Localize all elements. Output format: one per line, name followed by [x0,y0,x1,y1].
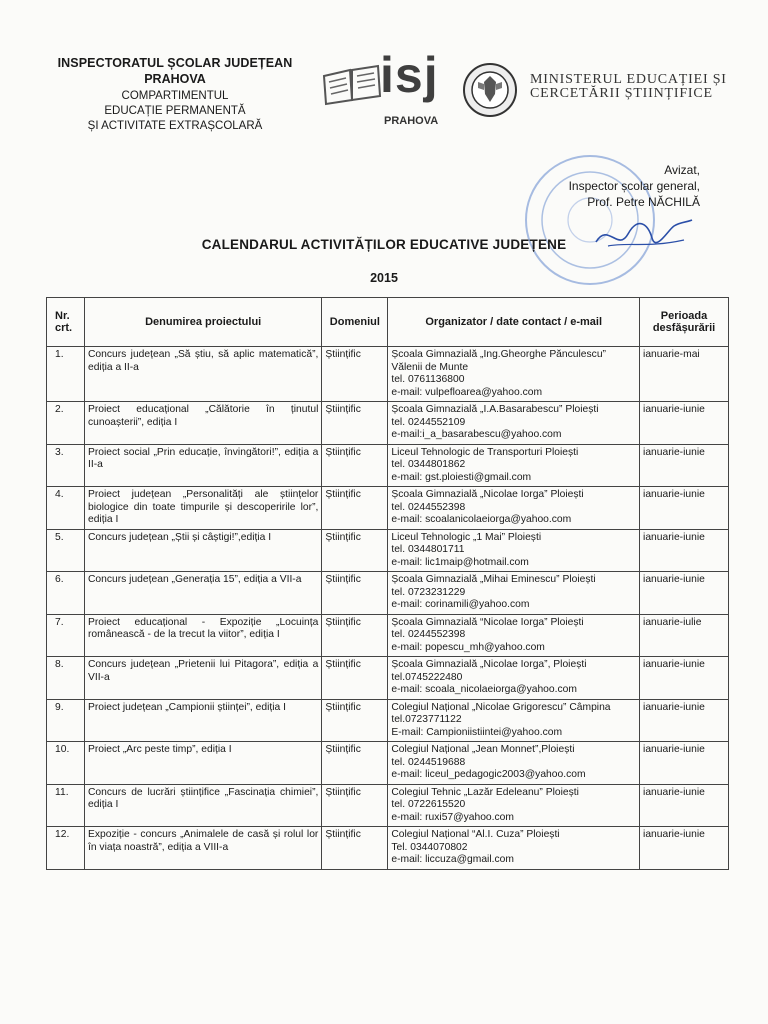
organizer-email: e-mail: ruxi57@yahoo.com [391,811,514,823]
organizer-phone: tel. 0722615520 [391,799,466,810]
row-number: 7. [47,614,85,657]
period-cell: ianuarie-iunie [640,657,729,700]
ministry-line2: CERCETĂRII ȘTIINȚIFICE [530,86,713,101]
table-row [47,572,729,615]
table-row [47,657,729,700]
organizer-name: Colegiul Național „Nicolae Grigorescu” Câmpina [391,701,611,713]
organizer-email: e-mail: gst.ploiesti@gmail.com [391,471,532,483]
table-row [47,402,729,445]
organizer-email: e-mail: scoalanicolaeiorga@yahoo.com [391,514,572,525]
organizer-cell [388,347,640,402]
period-cell: ianuarie-iunie [640,402,729,445]
project-name: Proiect educațional „Călătorie în ținutul cunoașterii”, ediția I [84,402,321,445]
domain-cell: Științific [322,614,388,657]
period-cell: ianuarie-iunie [640,572,729,615]
row-number: 9. [47,699,85,742]
organizer-cell [388,402,640,445]
project-name: Proiect social „Prin educație, învingători!”, ediția a II-a [84,444,321,487]
table-row [47,742,729,785]
column-header-nr: Nr. crt. [47,298,85,347]
project-name: Concurs județean „Să știu, să aplic matematică”, ediția a II-a [84,347,321,402]
table-header-row [47,298,729,347]
department-line3: ȘI ACTIVITATE EXTRAȘCOLARĂ [87,120,263,132]
organizer-name: Școala Gimnazială „Ing.Gheorghe Pănculescu” Vălenii de Munte [391,349,606,373]
issuer-name: INSPECTORATUL ȘCOLAR JUDEȚEAN [57,56,293,70]
period-cell: ianuarie-iunie [640,742,729,785]
domain-cell: Științific [322,784,388,827]
column-header-period: Perioada desfășurării [640,298,729,347]
organizer-email: E-mail: Campioniistiintei@yahoo.com [391,726,563,738]
organizer-phone: tel. 0244519688 [391,756,466,768]
document-year: 2015 [370,271,398,285]
row-number: 6. [47,572,85,615]
row-number: 5. [47,529,85,572]
issuer-header [50,56,300,134]
column-header-organizer: Organizator / date contact / e-mail [388,298,640,347]
period-cell: ianuarie-iunie [640,827,729,870]
organizer-cell [388,827,640,870]
row-number: 10. [47,742,85,785]
period-cell: ianuarie-iunie [640,529,729,572]
approval-name: Prof. Petre NĂCHILĂ [587,195,700,209]
isj-logo-text: isj [380,47,439,103]
table-row [47,487,729,530]
table-row [47,529,729,572]
project-name: Concurs de lucrări științifice „Fascinația chimiei”, ediția I [84,784,321,827]
organizer-name: Liceul Tehnologic de Transporturi Ploiești [391,446,579,458]
period-cell: ianuarie-iunie [640,487,729,530]
table-row [47,699,729,742]
organizer-name: Școala Gimnazială „Nicolae Iorga”, Ploiești [391,659,587,670]
period-cell: ianuarie-iunie [640,784,729,827]
organizer-cell [388,572,640,615]
organizer-email: e-mail: liccuza@gmail.com [391,854,514,865]
row-number: 4. [47,487,85,530]
approval-block [530,162,700,210]
organizer-phone: tel. 0244552398 [391,629,466,640]
department-line2: EDUCAȚIE PERMANENTĂ [104,105,246,117]
project-name: Proiect „Arc peste timp”, ediția I [84,742,321,785]
domain-cell: Științific [322,827,388,870]
organizer-phone: tel. 0244552398 [391,501,466,513]
organizer-name: Școala Gimnazială „Mihai Eminescu” Ploiești [391,574,596,585]
organizer-cell [388,784,640,827]
document-title: CALENDARUL ACTIVITĂȚILOR EDUCATIVE JUDEȚENE [201,237,567,252]
domain-cell: Științific [322,699,388,742]
organizer-phone: tel.0745222480 [391,671,463,683]
approval-role: Inspector școlar general, [568,179,700,193]
domain-cell: Științific [322,347,388,402]
table-row [47,444,729,487]
column-header-project: Denumirea proiectului [84,298,321,347]
organizer-email: e-mail: corinamili@yahoo.com [391,599,530,610]
organizer-cell [388,487,640,530]
issuer-county: PRAHOVA [144,72,206,86]
row-number: 3. [47,444,85,487]
project-name: Proiect județean „Personalități ale științelor biologice din toate timpurile și descoperirile lor”, ediția I [84,487,321,530]
project-name: Concurs județean „Știi și câștigi!”,ediția I [84,529,321,572]
approval-label: Avizat, [664,163,700,177]
table-row [47,614,729,657]
row-number: 8. [47,657,85,700]
organizer-email: e-mail: vulpefloarea@yahoo.com [391,386,543,398]
organizer-phone: tel. 0244552109 [391,416,466,428]
isj-logo [318,47,448,132]
period-cell: ianuarie-iunie [640,699,729,742]
organizer-name: Școala Gimnazială „Nicolae Iorga” Ploiești [391,489,584,500]
project-name: Concurs județean „Prietenii lui Pitagora”, ediția a VII-a [84,657,321,700]
domain-cell: Științific [322,529,388,572]
organizer-cell [388,699,640,742]
domain-cell: Științific [322,742,388,785]
organizer-name: Școala Gimnazială “Nicolae Iorga” Ploiești [391,616,584,628]
domain-cell: Științific [322,487,388,530]
row-number: 1. [47,347,85,402]
organizer-name: Liceul Tehnologic „1 Mai” Ploiești [391,531,542,543]
row-number: 11. [47,784,85,827]
activities-table [46,297,729,870]
organizer-phone: Tel. 0344070802 [391,841,468,853]
domain-cell: Științific [322,657,388,700]
organizer-cell [388,614,640,657]
table-row [47,784,729,827]
government-seal-icon [462,62,518,118]
period-cell: ianuarie-iunie [640,444,729,487]
organizer-name: Colegiul Tehnic „Lazăr Edeleanu” Ploiești [391,786,579,798]
organizer-email: e-mail: liceul_pedagogic2003@yahoo.com [391,769,586,780]
domain-cell: Științific [322,444,388,487]
column-header-domain: Domeniul [322,298,388,347]
organizer-phone: tel. 0761136800 [391,374,465,385]
project-name: Proiect județean „Campionii științei”, ediția I [84,699,321,742]
organizer-cell [388,742,640,785]
organizer-name: Colegiul Național “Al.I. Cuza” Ploiești [391,829,560,840]
organizer-email: e-mail: popescu_mh@yahoo.com [391,641,545,653]
organizer-phone: tel.0723771122 [391,714,462,725]
row-number: 12. [47,827,85,870]
table-row [47,347,729,402]
organizer-cell [388,657,640,700]
isj-logo-county: PRAHOVA [384,115,439,127]
domain-cell: Științific [322,402,388,445]
organizer-email: e-mail: lic1maip@hotmail.com [391,556,529,568]
organizer-email: e-mail: scoala_nicolaeiorga@yahoo.com [391,684,577,695]
organizer-cell [388,529,640,572]
ministry-line1: MINISTERUL EDUCAȚIEI ȘI [530,72,727,87]
organizer-name: Școala Gimnazială „I.A.Basarabescu” Ploiești [391,404,599,415]
row-number: 2. [47,402,85,445]
ministry-name [530,73,727,101]
project-name: Proiect educațional - Expoziție „Locuința românească - de la trecut la viitor”, ediția I [84,614,321,657]
domain-cell: Științific [322,572,388,615]
organizer-name: Colegiul Național „Jean Monnet”,Ploiești [391,744,575,755]
project-name: Expoziție - concurs „Animalele de casă și rolul lor în viața noastră”, ediția a VIII-a [84,827,321,870]
period-cell: ianuarie-mai [640,347,729,402]
department-line1: COMPARTIMENTUL [121,90,229,102]
project-name: Concurs județean „Generația 15”, ediția a VII-a [84,572,321,615]
organizer-phone: tel. 0344801711 [391,544,465,555]
organizer-email: e-mail:i_a_basarabescu@yahoo.com [391,429,562,440]
organizer-phone: tel. 0344801862 [391,459,466,470]
organizer-phone: tel. 0723231229 [391,586,466,598]
organizer-cell [388,444,640,487]
open-book-icon [320,62,382,106]
period-cell: ianuarie-iulie [640,614,729,657]
table-row [47,827,729,870]
